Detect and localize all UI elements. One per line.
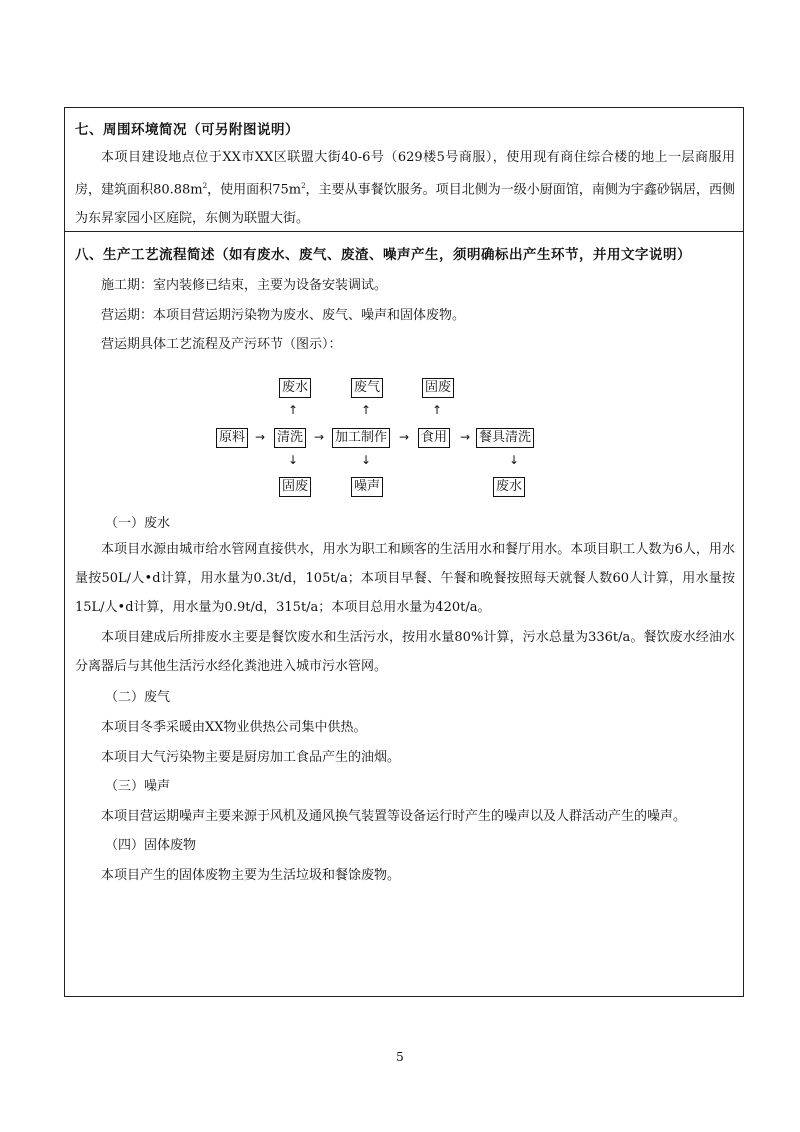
top-output-2: 废气 (351, 378, 383, 398)
report-table (64, 107, 744, 997)
exhaust-paragraph-2: 本项目大气污染物主要是厨房加工食品产生的油烟。 (101, 750, 401, 765)
arrow-right-icon: → (314, 430, 325, 444)
section-7 (65, 108, 743, 232)
arrow-up-icon: ↑ (432, 403, 443, 417)
wastewater-paragraph-2: 本项目建成后所排废水主要是餐饮废水和生活污水，按用水量80%计算，污水总量为336t/a。餐饮废水经油水分离器后与其他生活污水经化粪池进入城市污水管网。 (75, 630, 735, 674)
noise-paragraph: 本项目营运期噪声主要来源于风机及通风换气装置等设备运行时产生的噪声以及人群活动产生的噪声。 (101, 809, 687, 824)
section-7-text-a: 本项目建设地点位于XX市XX区联盟大街40-6号（629楼5号商服），使用现有商住综合楼的地上一层商服用房，建筑面积80.88m (75, 150, 735, 198)
arrow-right-icon: → (255, 430, 266, 444)
step-dining: 食用 (418, 428, 450, 448)
step-dish-washing: 餐具清洗 (476, 428, 534, 448)
subheading-exhaust: （二）废气 (105, 690, 171, 705)
section-7-text-b: ，使用面积75m (207, 182, 302, 198)
section-7-paragraph (75, 143, 735, 233)
arrow-down-icon: ↓ (509, 453, 520, 467)
subheading-wastewater: （一）废水 (105, 516, 171, 531)
bottom-output-3: 废水 (493, 477, 525, 497)
solid-waste-paragraph: 本项目产生的固体废物主要为生活垃圾和餐馀废物。 (101, 868, 401, 883)
step-raw-material: 原料 (216, 428, 248, 448)
bottom-output-1: 固废 (279, 477, 311, 497)
flow-intro-text: 营运期具体工艺流程及产污环节（图示）： (101, 337, 342, 352)
arrow-up-icon: ↑ (288, 403, 299, 417)
wastewater-paragraph-1: 本项目水源由城市给水管网直接供水，用水为职工和顾客的生活用水和餐厅用水。本项目职工人数为6人，用水量按50L/人•d计算，用水量为0.3t/d，105t/a；本项目早餐、午餐和晚餐按照每天就餐人数60人计算，用水量按15L/人•d计算，用水量为0.9t/d，315t/a；本项目总用水量为420t/a。 (75, 542, 735, 615)
section-7-heading: 七、周围环境简况（可另附图说明） (75, 122, 299, 138)
step-wash: 清洗 (274, 428, 306, 448)
operation-text: 营运期：本项目营运期污染物为废水、废气、噪声和固体废物。 (101, 308, 466, 323)
arrow-right-icon: → (460, 430, 471, 444)
arrow-up-icon: ↑ (361, 403, 372, 417)
top-output-1: 废水 (279, 378, 311, 398)
exhaust-paragraph-1: 本项目冬季采暖由XX物业供热公司集中供热。 (101, 720, 367, 735)
arrow-down-icon: ↓ (288, 453, 299, 467)
superscript: 2 (202, 182, 208, 190)
arrow-down-icon: ↓ (361, 453, 372, 467)
bottom-output-2: 噪声 (351, 477, 383, 497)
superscript: 2 (301, 182, 306, 190)
subheading-solid-waste: （四）固体废物 (105, 838, 197, 853)
page-number: 5 (396, 1050, 404, 1064)
arrow-right-icon: → (399, 430, 410, 444)
construction-text: 施工期：室内装修已结束，主要为设备安装调试。 (101, 278, 388, 293)
subheading-noise: （三）噪声 (105, 779, 171, 794)
section-7-text-c: ，主要从事餐饮服务。项目北侧为一级小厨面馆，南侧为宇鑫砂锅居，西侧为东昇家园小区庭院，东侧为联盟大街。 (75, 182, 735, 227)
step-processing: 加工制作 (332, 428, 390, 448)
section-8-heading: 八、生产工艺流程简述（如有废水、废气、废渣、噪声产生，须明确标出产生环节，并用文字说明） (75, 247, 691, 263)
top-output-3: 固废 (422, 378, 454, 398)
